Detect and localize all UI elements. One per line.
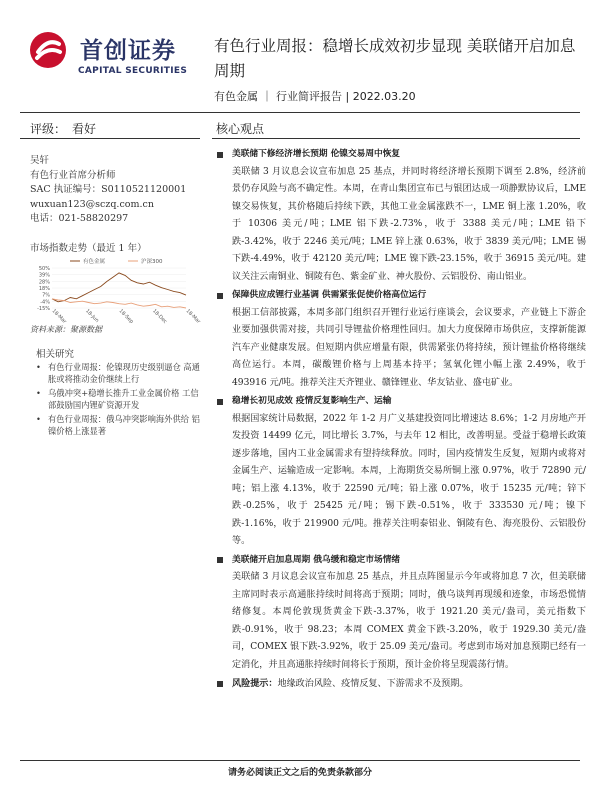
section-body: 根据工信部披露，本周多部门组织召开锂行业运行座谈会，会议要求，产业链上下游企业要加强供需对接，共同引导锂盐价格理性回归。加大力度保障市场供应，支撑新能源汽车产业健康发展。但短期内供应增量有限，供需紧张仍将持续，预计锂盐价格将继续高位运行。本周，碳酸锂价格与上周基本持平；氢氧化锂小幅上涨 2.49%，收于 493916 元/吨。推荐关注天齐锂业、赣锋锂业、华友钴业、盛屯矿业。 — [232, 307, 586, 388]
related-research-item[interactable]: • 乌俄冲突+稳增长推升工业金属价格 工信部鼓励国内锂矿资源开发 — [36, 388, 201, 411]
chart-title: 市场指数走势（最近 1 年） — [30, 243, 147, 254]
chart-ytick-label: 18% — [38, 286, 50, 292]
company-logo — [20, 26, 210, 86]
risk-warning — [216, 675, 586, 694]
section-body: 根据国家统计局数据，2022 年 1-2 月广义基建投资同比增速达 8.6%；1-2 月房地产开发投资 14499 亿元，同比增长 3.7%，与去年 12 相比，改善明显。受益于稳增长政策逐步落地，国内工业金属需求有望持续释放。同时，国内疫情发生反复，短期内或将对金属生产、运输造成一定影响。本周，上海期货交易所铜上涨 0.97%，收于 72890 元/吨；铝上涨 4.13%，收于 22590 元/吨；铅上涨 0.07%，收于 15235 元/吨；锌下跌-0.25%，收于 25425 元/吨；锡下跌-0.51%，收于 333530 元/吨；镍下跌-1.16%，收于 219900 元/吨。推荐关注明泰铝业、铜陵有色、海亮股份、云铝股份等。 — [232, 413, 586, 546]
analyst-info — [30, 154, 186, 227]
section-heading — [216, 552, 586, 570]
analyst-name: 吴轩 — [30, 155, 50, 166]
section-heading-text: 稳增长初见成效 疫情反复影响生产、运输 — [232, 396, 392, 406]
chart-xtick-label: 18-Mar — [184, 308, 202, 325]
rating-divider — [20, 138, 200, 139]
core-views-title: 核心观点 — [216, 122, 265, 136]
core-views-content — [216, 146, 586, 694]
capital-securities-logo-icon — [28, 30, 68, 70]
section-heading-text: 美联储开启加息周期 俄乌缓和稳定市场情绪 — [232, 554, 401, 565]
chart-ytick-label: -15% — [37, 306, 50, 312]
chart-svg — [30, 256, 202, 326]
chart-xtick-label: 18-Dec — [151, 308, 168, 326]
footer-divider — [20, 760, 580, 761]
chart-ytick-label: 28% — [38, 279, 50, 286]
chart-ytick-label: 39% — [38, 272, 50, 279]
analyst-email: wuxuan123@sczq.com.cn — [30, 198, 154, 210]
section-heading — [216, 146, 586, 164]
chart-series-line — [52, 273, 186, 302]
chart-xtick-label: 18-Mar — [50, 308, 68, 325]
section-heading-text: 美联储下修经济增长预期 伦镍交易周中恢复 — [232, 149, 401, 159]
analyst-role: 有色行业首席分析师 — [30, 169, 116, 181]
logo-english-name: CAPITAL SECURITIES — [78, 66, 188, 76]
square-bullet-icon — [217, 293, 223, 299]
risk-text: 地缘政治风险、疫情反复、下游需求不及预期。 — [277, 679, 469, 689]
risk-label: 风险提示： — [232, 678, 278, 689]
chart-legend-label: 有色金属 — [83, 259, 106, 265]
section-body: 美联储 3 月议息会议宣布加息 25 基点，并且点阵图显示今年或将加息 7 次，但美联储主席同时表示高通胀持续时间将高于预期；同时，俄乌谈判再现缓和迹象，市场恐慌情绪修复。本周伦敦现货黄金下跌-3.37%，收于 1921.20 美元/盎司，美元指数下跌-0.91%，收于 98.23；本周 COMEX 黄金下跌-3.20%，收于 1929.30 美元/盎司，COMEX 银下跌-3.92%，收于 25.09 美元/盎司。考虑到市场对加息预期已经有一定消化，并且高通胀持续时间将长于预期，预计金价将呈现震荡行情。 — [232, 572, 586, 670]
chart-xtick-label: 18-Sep — [117, 308, 135, 325]
header-divider — [20, 112, 580, 113]
related-research-list — [36, 362, 201, 440]
chart-source: 资料来源：聚源数据 — [30, 325, 102, 334]
logo-chinese-name: 首创证券 — [80, 38, 176, 64]
chart-ytick-label: 50% — [38, 266, 50, 272]
section-heading-text: 保障供应成锂行业基调 供需紧张促使价格高位运行 — [232, 290, 427, 300]
disclaimer-footer: 请务必阅读正文之后的免责条款部分 — [227, 768, 372, 778]
market-index-chart — [30, 256, 202, 326]
section-macro — [216, 146, 586, 286]
analyst-license: SAC 执证编号：S0110521120001 — [30, 184, 187, 195]
section-gold — [216, 552, 586, 675]
chart-ytick-label: -4% — [40, 299, 50, 306]
section-lithium — [216, 287, 586, 392]
chart-ytick-label: 7% — [42, 292, 50, 299]
rating: 评级： 看好 — [30, 122, 97, 136]
section-domestic — [216, 393, 586, 551]
square-bullet-icon — [217, 399, 223, 405]
square-bullet-icon — [217, 152, 223, 158]
section-heading — [216, 393, 586, 411]
related-research-item[interactable]: • 有色行业周报：俄乌冲突影响海外供给 铝镍价格上涨显著 — [36, 414, 201, 437]
report-title: 有色行业周报：稳增长成效初步显现 美联储开启加息周期 — [214, 37, 576, 80]
analyst-phone: 电话：021-58820297 — [30, 213, 129, 224]
chart-legend-label: 沪深300 — [141, 259, 163, 265]
related-research-title: 相关研究 — [36, 349, 75, 360]
chart-xtick-label: 18-Jun — [84, 308, 100, 324]
chart-series-line — [52, 299, 186, 308]
report-subtitle: 有色金属 ｜ 行业简评报告 | 2022.03.20 — [214, 90, 416, 103]
square-bullet-icon — [217, 557, 223, 563]
related-research-item[interactable]: • 有色行业周报：伦镍现历史级别逼仓 高通胀或将推动金价继续上行 — [36, 362, 201, 385]
section-heading — [216, 287, 586, 305]
core-divider — [212, 138, 580, 139]
section-body: 美联储 3 月议息会议宣布加息 25 基点，并同时将经济增长预期下调至 2.8%，经济前景仍存风险与高不确定性。本周，在青山集团宣布已与银团达成一项静默协议后，LME 镍交易恢复，其价格随后持续下跌，其他工业金属涨跌不一，LME 铜上涨 1.20%，收于 10306 美元/吨；LME 铝下跌-2.73%，收于 3388 美元/吨；LME 铅下跌-3.42%，收于 2246 美元/吨；LME 锌上涨 0.63%，收于 3839 美元/吨；LME 锡下跌-4.49%，收于 42120 美元/吨；LME 镍下跌-23.15%，收于 36915 美元/吨。建议关注云南铜业、铜陵有色、紫金矿业、神火股份、云铝股份、南山铝业。 — [232, 166, 586, 282]
square-bullet-icon — [217, 681, 223, 687]
